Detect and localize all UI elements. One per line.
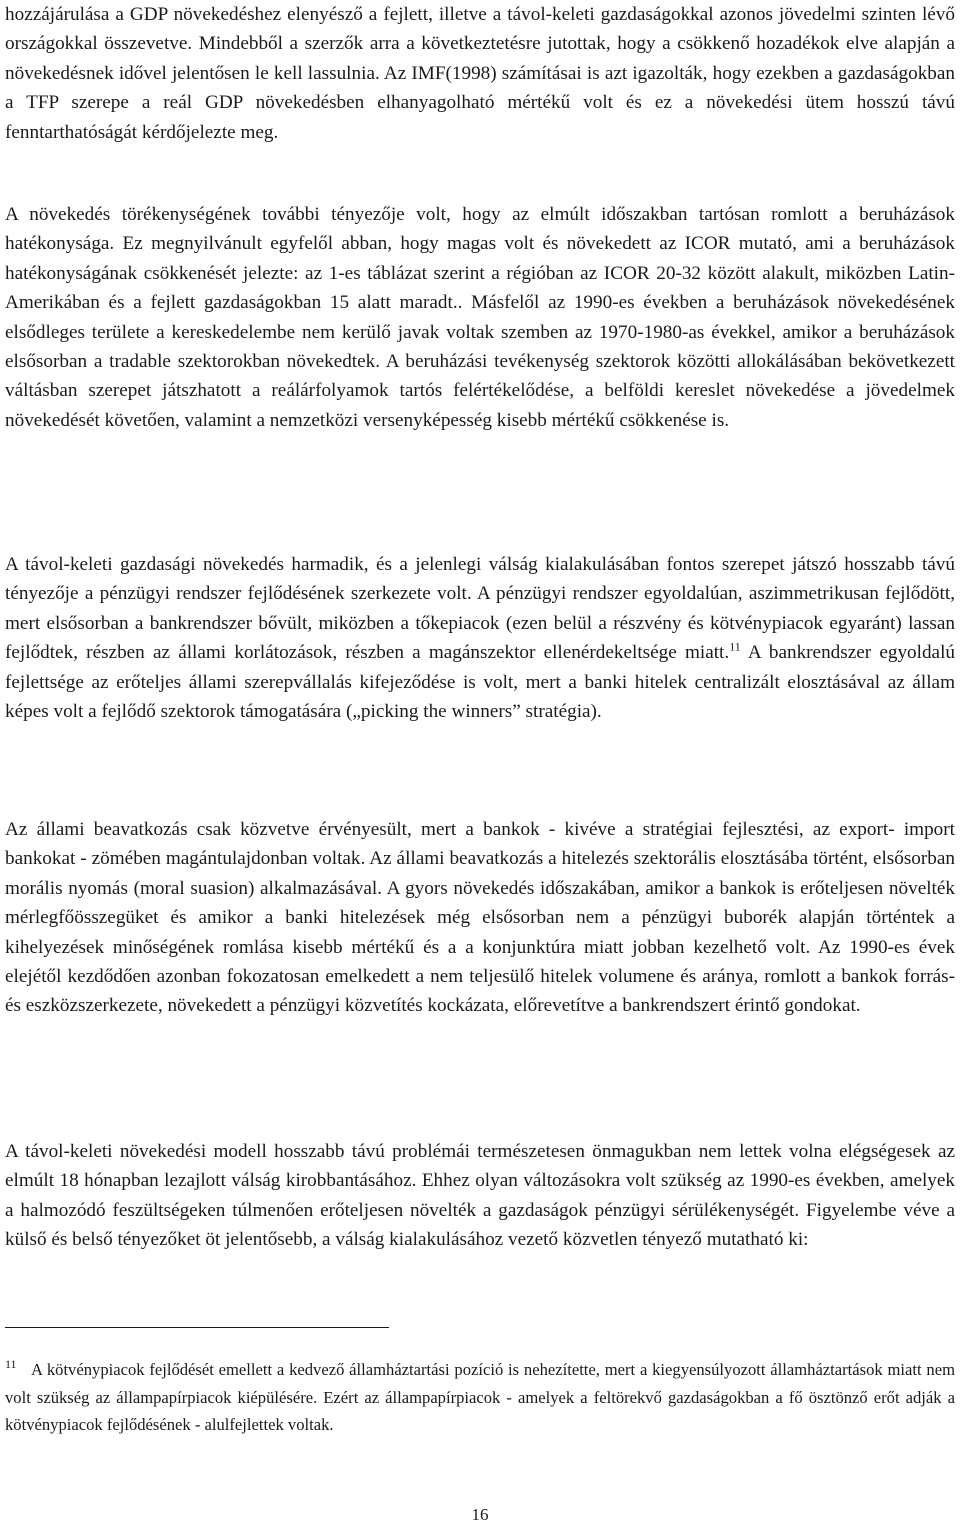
paragraph-3: [5, 550, 955, 726]
page-number: 16: [471, 1505, 489, 1524]
paragraph-3-text-b: A bankrendszer egyoldalú fejlettsége az erőteljes állami szerepvállalás kifejeződése is volt, mert a banki hitelek centralizált elosztásával az állam képes volt a fejlődő szektorok támogatására („picking the winners” stratégia).: [5, 642, 956, 723]
paragraph-1: hozzájárulása a GDP növekedéshez elenyésző a fejlett, illetve a távol-keleti gazdaságokkal azonos jövedelmi szinten lévő országokkal összevetve. Mindebből a szerzők arra a következtetésre jutottak, hogy a csökkenő hozadékok elve alapján a növekedésnek idővel jelentősen le kell lassulnia. Az IMF(1998) számításai is azt igazolták, hogy ezekben a gazdaságokban a TFP szerepe a reál GDP növekedésben elhanyagolható mértékű volt és ez a növekedési ütem hosszú távú fenntarthatóságát kérdőjelezte meg.: [5, 4, 955, 143]
footnote-reference: 11: [729, 639, 741, 654]
footnote-text: A kötvénypiacok fejlődését emellett a kedvező államháztartási pozíció is nehezítette, mert a kiegyensúlyozott államháztartások miatt nem volt szükség az állampapírpiacok kiépülésére. Ezért az állampapírpiacok - amelyek a feltörekvő gazdaságokban a fő ösztönző erőt adják a kötvénypiacok fejlődésének - alulfejlettek voltak.: [5, 1360, 955, 1434]
footnote-divider: [5, 1327, 389, 1328]
paragraph-4: Az állami beavatkozás csak közvetve érvényesült, mert a bankok - kivéve a stratégiai fejlesztési, az export- import bankokat - zömében magántulajdonban voltak. Az állami beavatkozás a hitelezés szektorális elosztásába történt, elsősorban morális nyomás (moral suasion) alkalmazásával. A gyors növekedés időszakában, amikor a bankok is erőteljesen növelték mérlegfőösszegüket és amikor a banki hitelezések még elsősorban nem a pénzügyi buborék alapján történtek a kihelyezések minőségének romlása kisebb mértékű és a a konjunktúra miatt jobban kezelhető volt. Az 1990-es évek elejétől kezdődően azonban fokozatosan emelkedett a nem teljesülő hitelek volumene és aránya, romlott a bankok forrás- és eszközszerkezete, növekedett a pénzügyi közvetítés kockázata, előrevetítve a bankrendszert érintő gondokat.: [5, 819, 955, 1017]
paragraph-2: A növekedés törékenységének további tényezője volt, hogy az elmúlt időszakban tartósan romlott a beruházások hatékonysága. Ez megnyilvánult egyfelől abban, hogy magas volt és növekedett az ICOR mutató, ami a beruházások hatékonyságának csökkenését jelezte: az 1-es táblázat szerint a régióban az ICOR 20-32 között alakult, miközben Latin-Amerikában és a fejlett gazdaságokban 15 alatt maradt.. Másfelől az 1990-es években a beruházások növekedésének elsődleges területe a kereskedelembe nem kerülő javak voltak szemben az 1970-1980-as évekkel, amikor a beruházások elsősorban a tradable szektorokban növekedtek. A beruházási tevékenység szektorok közötti allokálásában bekövetkezett váltásban szerepet játszhatott a reálárfolyamok tartós felértékelődése, a belföldi kereslet növekedése a jövedelmek növekedését követően, valamint a nemzetközi versenyképesség kisebb mértékű csökkenése is.: [5, 204, 955, 431]
paragraph-5: A távol-keleti növekedési modell hosszabb távú problémái természetesen önmagukban nem lettek volna elégségesek az elmúlt 18 hónapban lezajlott válság kirobbantásához. Ehhez olyan változásokra volt szükség az 1990-es években, amelyek a halmozódó feszültségeken túlmenően erőteljesen növelték a gazdaságok pénzügyi sérülékenységét. Figyelembe véve a külső és belső tényezőket öt jelentősebb, a válság kialakulásához vezető közvetlen tényező mutatható ki:: [5, 1141, 955, 1251]
footnote-number: 11: [5, 1357, 17, 1371]
paragraph-3-text-a: A távol-keleti gazdasági növekedés harmadik, és a jelenlegi válság kialakulásában fontos szerepet játszó hosszabb távú tényezője a pénzügyi rendszer fejlődésének szerkezete volt. A pénzügyi rendszer egyoldalúan, aszimmetrikusan fejlődött, mert elsősorban a bankrendszer bővült, miközben a tőkepiacok (ezen belül a részvény és kötvénypiacok egyaránt) lassan fejlődtek, részben az állami korlátozások, részben a magánszektor ellenérdekeltsége miatt.: [5, 554, 955, 664]
footnote: [5, 1356, 955, 1439]
